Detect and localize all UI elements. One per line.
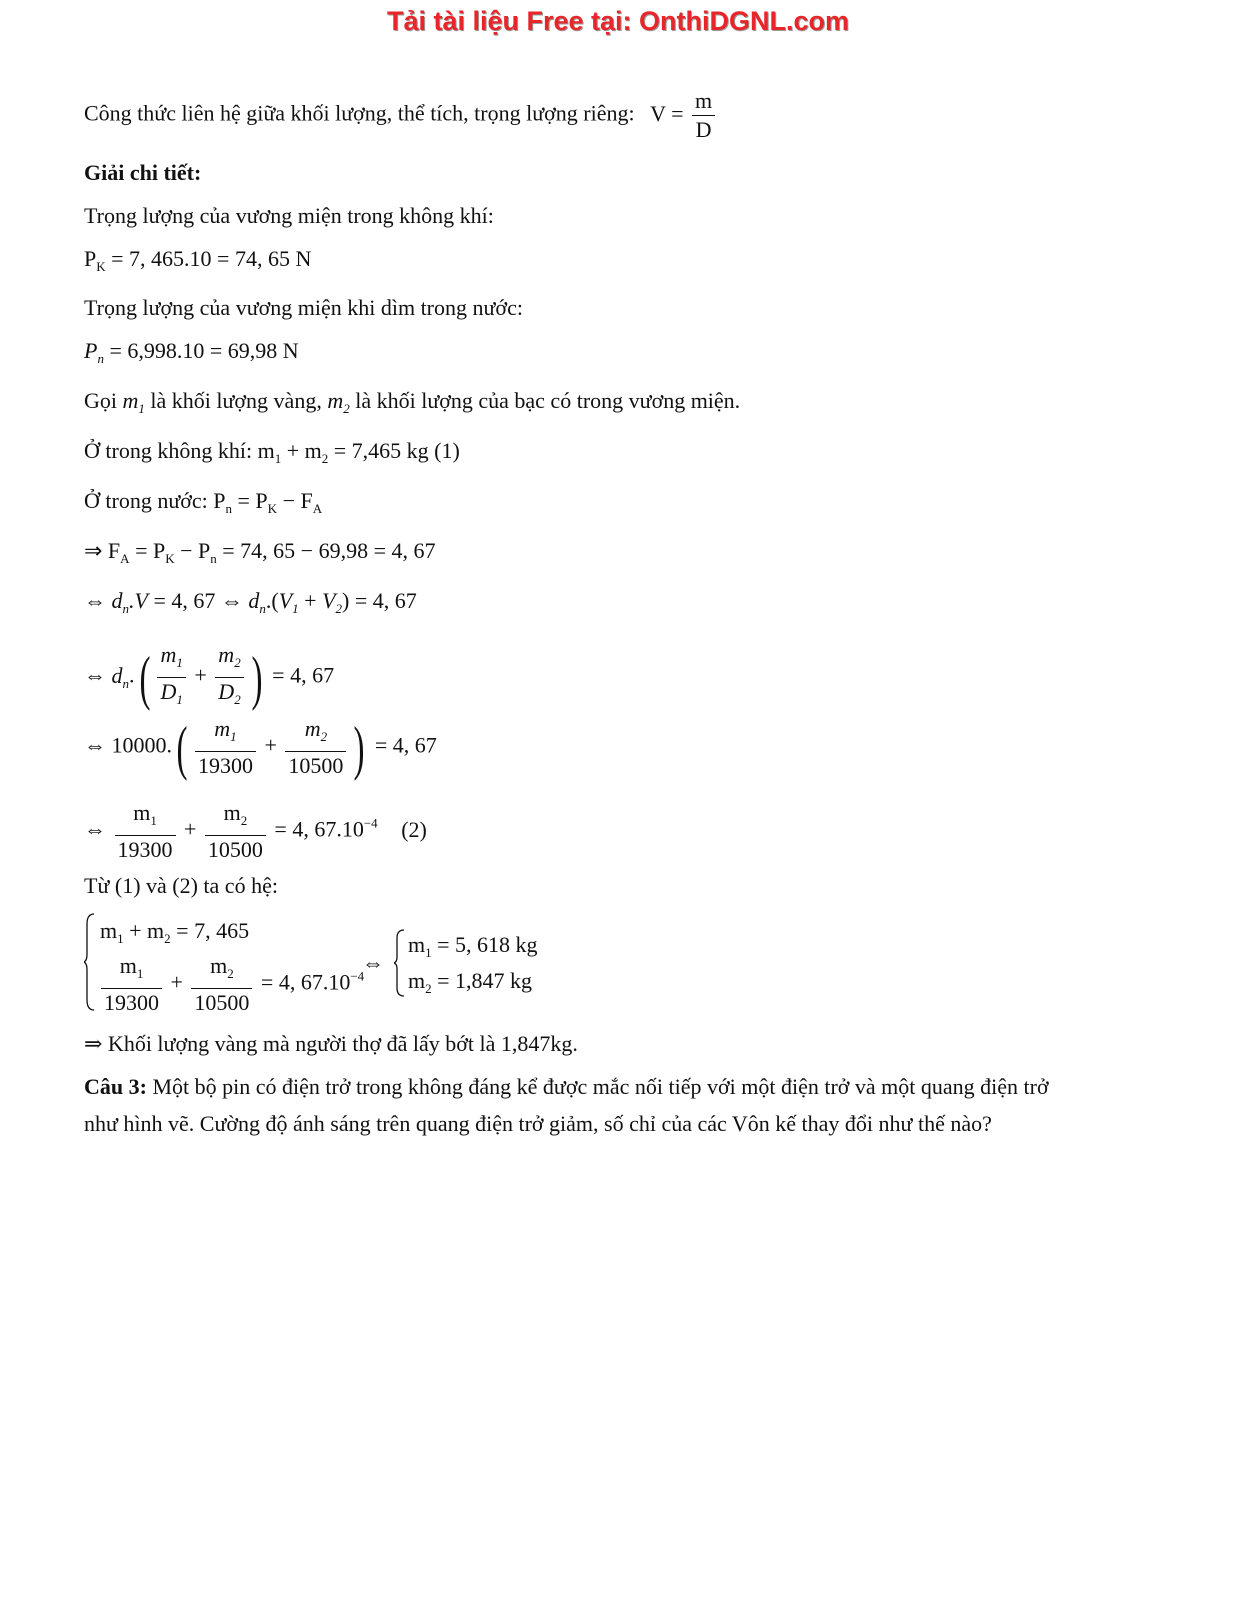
solution-heading: Giải chi tiết:	[84, 160, 202, 185]
system-row-2: $\frac{m_1}{19300}$ + $\frac{m_2}{10500}$ = 4, $67.10^{-4}$	[98, 953, 364, 1016]
formula-line	[84, 88, 718, 143]
equation-10000: ⇔ 10000.( $\frac{m_1}{19300}$ + $\frac{m_2}{10500}$ ) = 4, 67	[84, 714, 437, 781]
text-line-6: Từ (1) và (2) ta có hệ:	[84, 873, 278, 898]
question-3-line-2: như hình vẽ. Cường độ ánh sáng trên quang điện trở giảm, số chỉ của các Vôn kế thay đổi như thế nào?	[84, 1111, 992, 1136]
result-m2: $m_2 = 1,847$ kg	[408, 968, 533, 996]
result-m1: $m_1 = 5$, 618 kg	[408, 932, 538, 960]
formula-lhs: V =	[650, 100, 684, 126]
left-brace	[84, 912, 94, 1012]
text-line-4: Ở trong không khí: $m_1 + m_2 = 7,465$ kg (1)	[84, 438, 460, 466]
right-brace	[394, 928, 404, 998]
equation-dn-fraction: ⇔ $d_n$.( $\frac{m_1}{D_1}$ + $\frac{m_2}{D_2}$ ) = 4, 67	[84, 642, 335, 711]
system-row-1: $m_1 + m_2 = 7$, 465	[100, 918, 250, 946]
equation-dn-v: ⇔ $d_n.V = 4$, 67 ⇔ $d_n.(V_1 + V_2) = 4$, 67	[84, 588, 417, 616]
equation-pn: $P_n = 6,998.10 = 69,98$ N	[84, 338, 299, 366]
equation-fa: ⇒ $F_A = P_K - P_n = 74$, 65 − 69,98 = 4, 67	[84, 538, 436, 566]
text-line-1: Trọng lượng của vương miện trong không khí:	[84, 203, 494, 228]
text-line-5: Ở trong nước: $P_n = P_K - F_A$	[84, 488, 323, 516]
text-line-2: Trọng lượng của vương miện khi dìm trong nước:	[84, 295, 523, 320]
text-line-3: Gọi $m_1$ là khối lượng vàng, $m_2$ là khối lượng của bạc có trong vương miện.	[84, 388, 741, 416]
site-banner: Tải tài liệu Free tại: OnthiDGNL.com	[386, 6, 850, 36]
equivalence-sign: ⇔	[362, 950, 384, 975]
formula-fraction: $\frac{m}{D}$	[692, 88, 715, 143]
equation-2: ⇔ $\frac{m_1}{19300}$ + $\frac{m_2}{10500}$ = 4, $67.10^{-4}$ (2)	[84, 800, 427, 862]
conclusion-line: ⇒ Khối lượng vàng mà người thợ đã lấy bớt là 1,847kg.	[84, 1031, 578, 1056]
equation-pk: $P_K = 7$, 465.10 = 74, 65 N	[84, 246, 312, 274]
question-3-line-1: Câu 3: Một bộ pin có điện trở trong không đáng kể được mắc nối tiếp với một điện trở và một quang điện trở	[84, 1074, 1049, 1099]
formula-text: Công thức liên hệ giữa khối lượng, thể tích, trọng lượng riêng:	[84, 100, 635, 126]
